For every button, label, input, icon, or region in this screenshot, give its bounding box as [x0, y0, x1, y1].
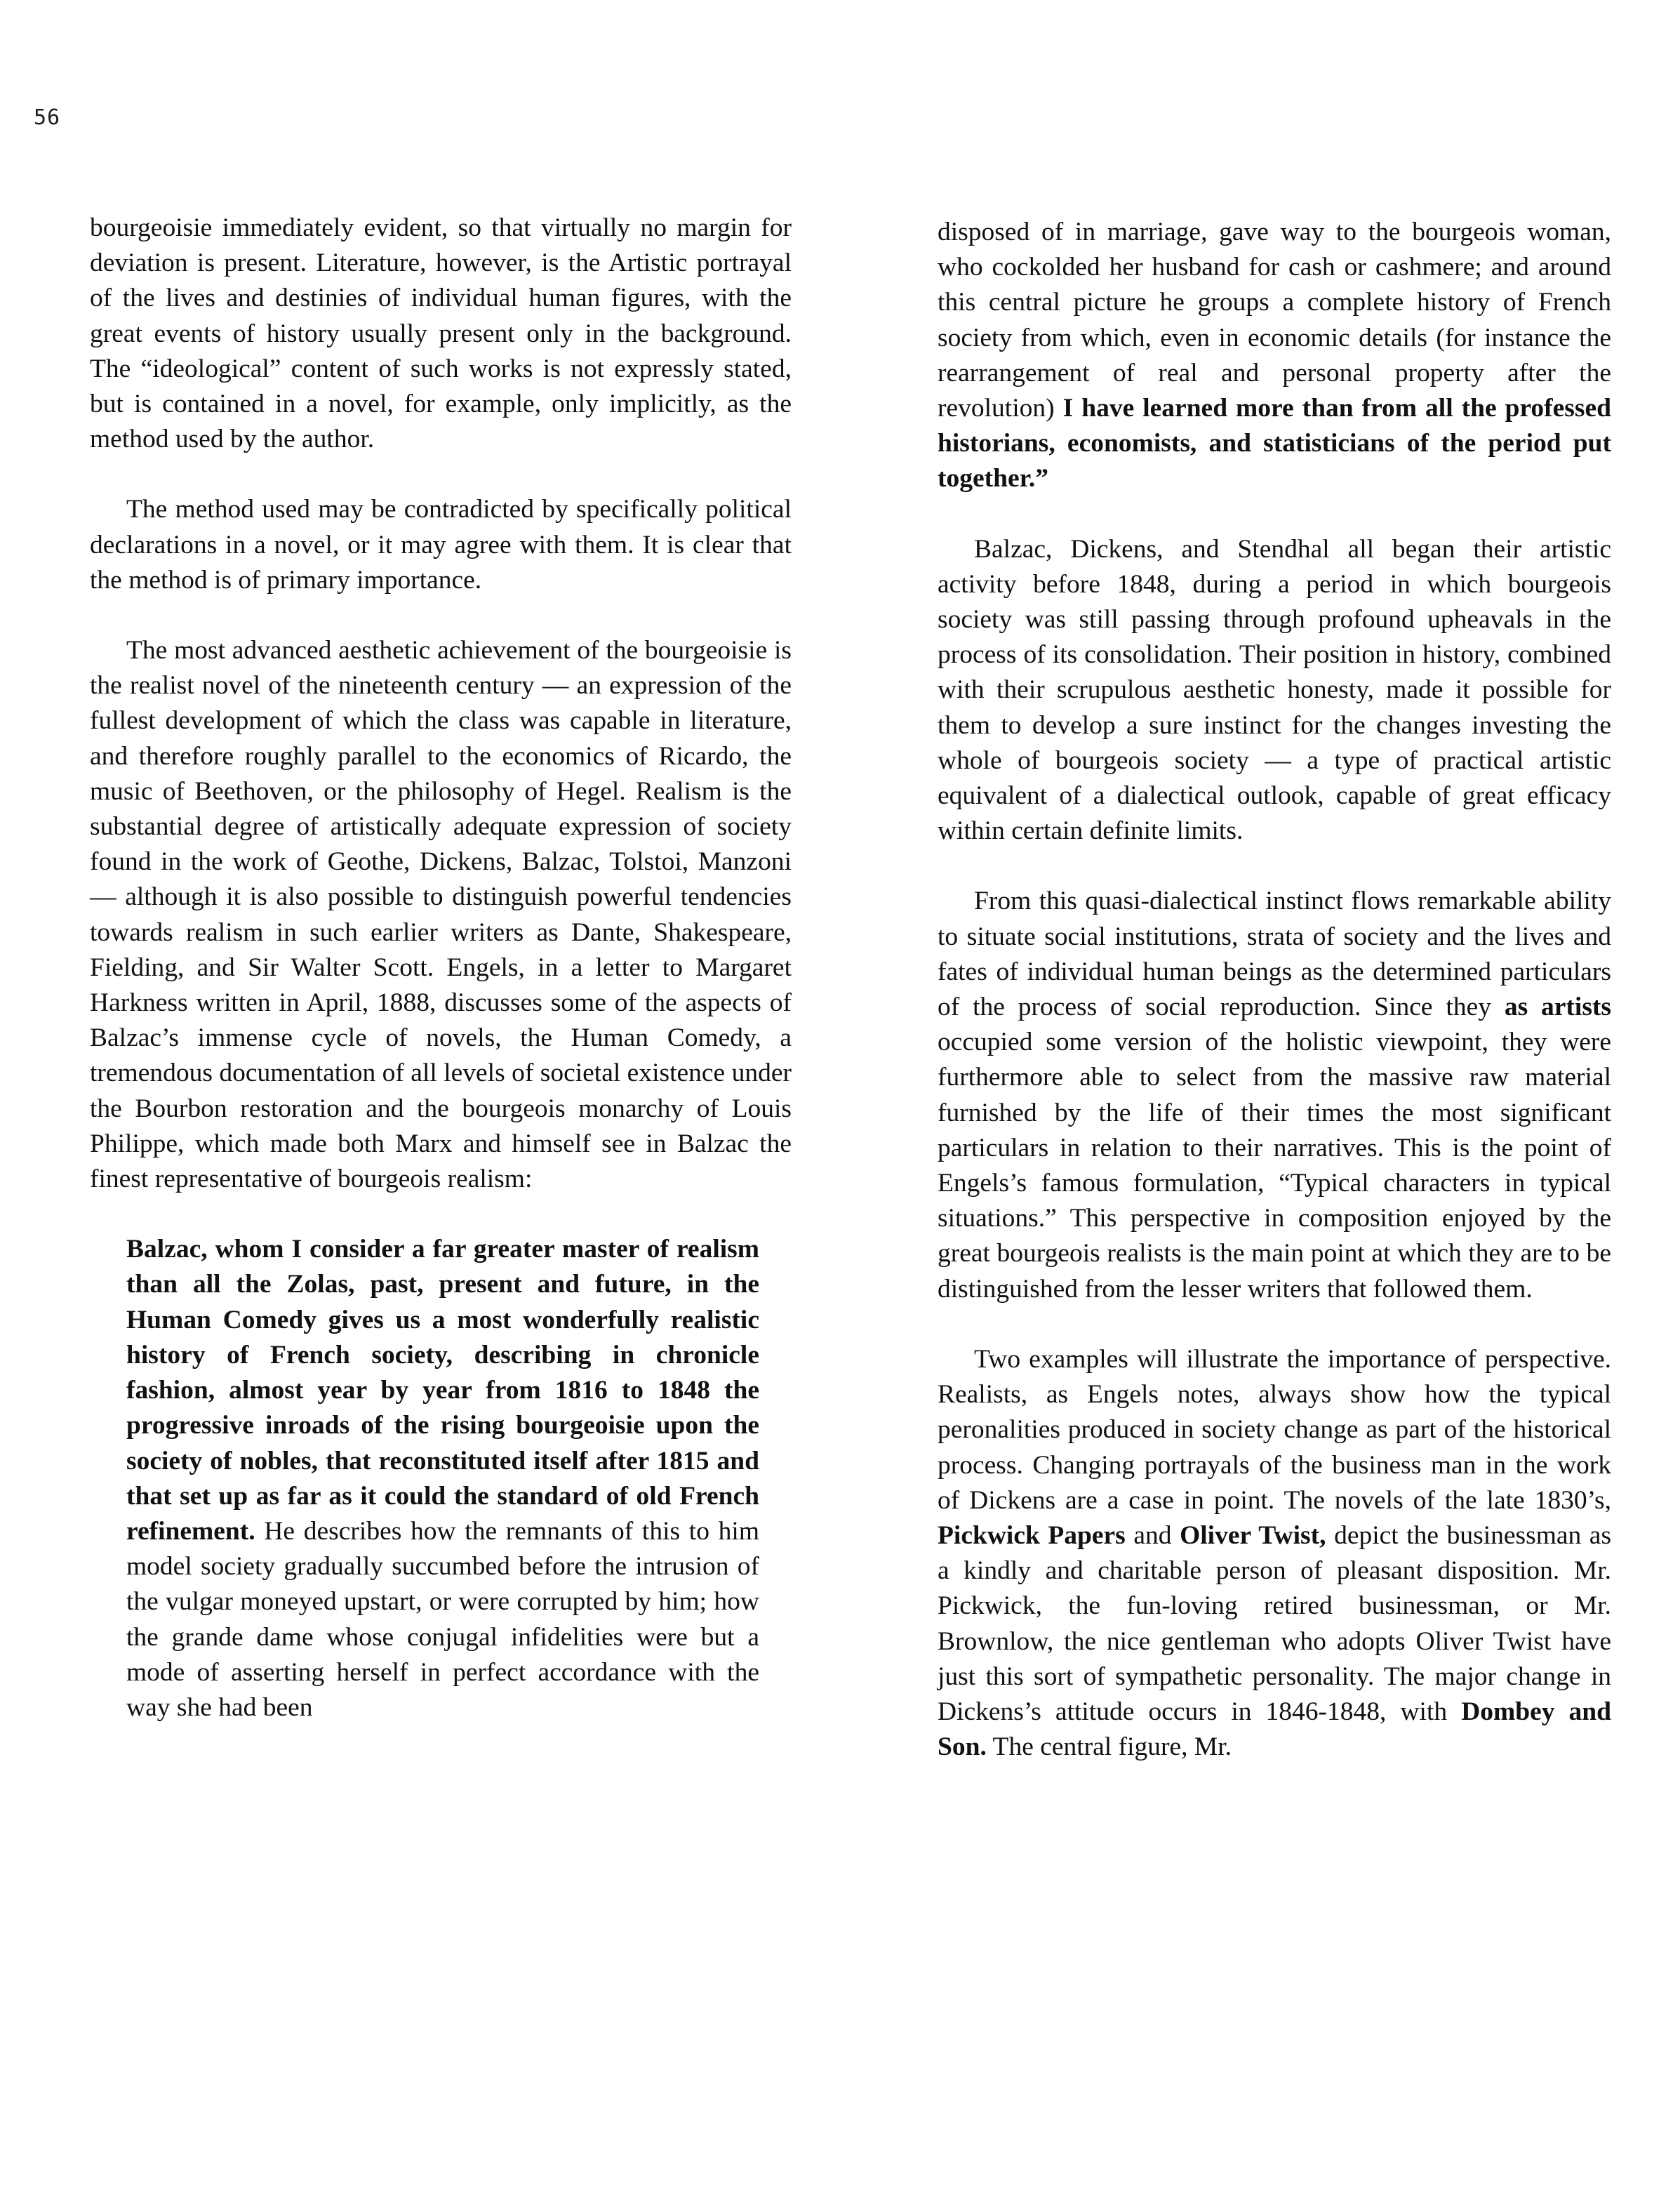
title-dombey-and-son: Dombey and Son. — [938, 1697, 1612, 1762]
emphasis-as-artists: as artists — [1504, 993, 1611, 1022]
paragraph-method: The method used may be contradicted by specifically political declarations in a novel, or it may agree with them. It is clear that the method is of primary importance. — [90, 495, 792, 595]
engels-quote-normal: He describes how the remnants of this to him model society gradually succumbed before the intrusion of the vulgar moneyed upstart, or were corrupted by him; how the grande dame whose conjugal infidelities were but a mode of asserting herself in perfect accordance with the way she had been — [126, 1516, 760, 1722]
engels-quote-block — [126, 1232, 759, 1725]
text-segment: depict the businessman as a kindly and charitable person of pleasant disposition. Mr. Pickwick, the fun-loving retired businessman, or Mr. Brownlow, the nice gentleman who adopts Oliver Twist have just this sort of sympathetic personality. The major change in Dickens’s attitude occurs in 1846-1848, with — [938, 1520, 1612, 1726]
left-column — [90, 211, 792, 1725]
paragraph-balzac-dickens-stendhal: Balzac, Dickens, and Stendhal all began their artistic activity before 1848, during a period in which bourgeois society was still passing through profound upheavals in the process of its consolidation. Their position in history, combined with their scrupulous aesthetic honesty, made it possible for them to develop a sure instinct for the changes investing the whole of bourgeois society — a type of practical artistic equivalent of a dialectical outlook, capable of great efficacy within certain definite limits. — [938, 534, 1611, 846]
paragraph-quasi-dialectical — [938, 884, 1611, 1306]
engels-quote-continuation — [938, 215, 1611, 497]
quote-continuation-normal: disposed of in marriage, gave way to the bourgeois woman, who cockolded her husband for cash or cashmere; and around this central picture he groups a complete history of French society from which, even in economic details (for instance the rearrangement of real and personal property after the revolution) — [938, 218, 1611, 423]
text-segment: Two examples will illustrate the importance of perspective. Realists, as Engels notes, always show how the typical peronalities produced in society change as part of the historical process. Changing portrayals of the business man in the work of Dickens are a case in point. The novels of the late 1830’s, — [938, 1344, 1611, 1515]
right-column — [938, 215, 1611, 1800]
title-oliver-twist: Oliver Twist, — [1180, 1520, 1326, 1550]
paragraph-realist-novel: The most advanced aesthetic achievement of the bourgeoisie is the realist novel of the nineteenth century — an expression of the fullest development of which the class was capable in literature, and therefore roughly parallel to the economics of Ricardo, the music of Beethoven, or the philosophy of Hegel. Realism is the substantial degree of artistically adequate expression of society found in the work of Geothe, Dickens, Balzac, Tolstoi, Manzoni — although it is also possible to distinguish powerful tendencies towards realism in such earlier writers as Dante, Shakespeare, Fielding, and Sir Walter Scott. Engels, in a letter to Margaret Harkness written in April, 1888, discusses some of the aspects of Balzac’s immense cycle of novels, the Human Comedy, a tremendous documentation of all levels of societal existence under the Bourbon restoration and the bourgeois monarchy of Louis Philippe, which made both Marx and himself see in Balzac the finest representative of bourgeois realism: — [90, 636, 792, 1194]
title-pickwick-papers: Pickwick Papers — [938, 1520, 1126, 1550]
quote-continuation-bold: I have learned more than from all the professed historians, economists, and statisticians of the period put together.” — [938, 394, 1611, 493]
engels-quote-bold: Balzac, whom I consider a far greater master of realism than all the Zolas, past, present and future, in the Human Comedy gives us a most wonderfully realistic history of French society, describing in chronicle fashion, almost year by year from 1816 to 1848 the progressive inroads of the rising bourgeoisie upon the society of nobles, that reconstituted itself after 1815 and that set up as far as it could the standard of old French refinement. — [126, 1235, 759, 1546]
text-segment: From this quasi-dialectical instinct flows remarkable ability to situate social institutions, strata of society and the lives and fates of individual human beings as the determined particulars of the process of social reproduction. Since they — [938, 887, 1611, 1022]
paragraph-two-examples — [938, 1342, 1611, 1765]
text-segment: The central figure, Mr. — [992, 1732, 1232, 1762]
text-segment: and — [1133, 1520, 1172, 1550]
text-segment: occupied some version of the holistic viewpoint, they were furthermore able to select from the massive raw material furnished by the life of their times the most significant particulars in relation to their narratives. This is the point of Engels’s famous formulation, “Typical characters in typical situations.” This perspective in composition enjoyed by the great bourgeois realists is the main point at which they are to be distinguished from the lesser writers that followed them. — [938, 1028, 1611, 1304]
page-number: 56 — [34, 105, 61, 130]
paragraph-ideological-content: bourgeoisie immediately evident, so that virtually no margin for deviation is present. Literature, however, is the Artistic portrayal of the lives and destinies of individual human figures, with the great events of history usually present only in the background. The “ideological” content of such works is not expressly stated, but is contained in a novel, for example, only implicitly, as the method used by the author. — [90, 213, 792, 454]
